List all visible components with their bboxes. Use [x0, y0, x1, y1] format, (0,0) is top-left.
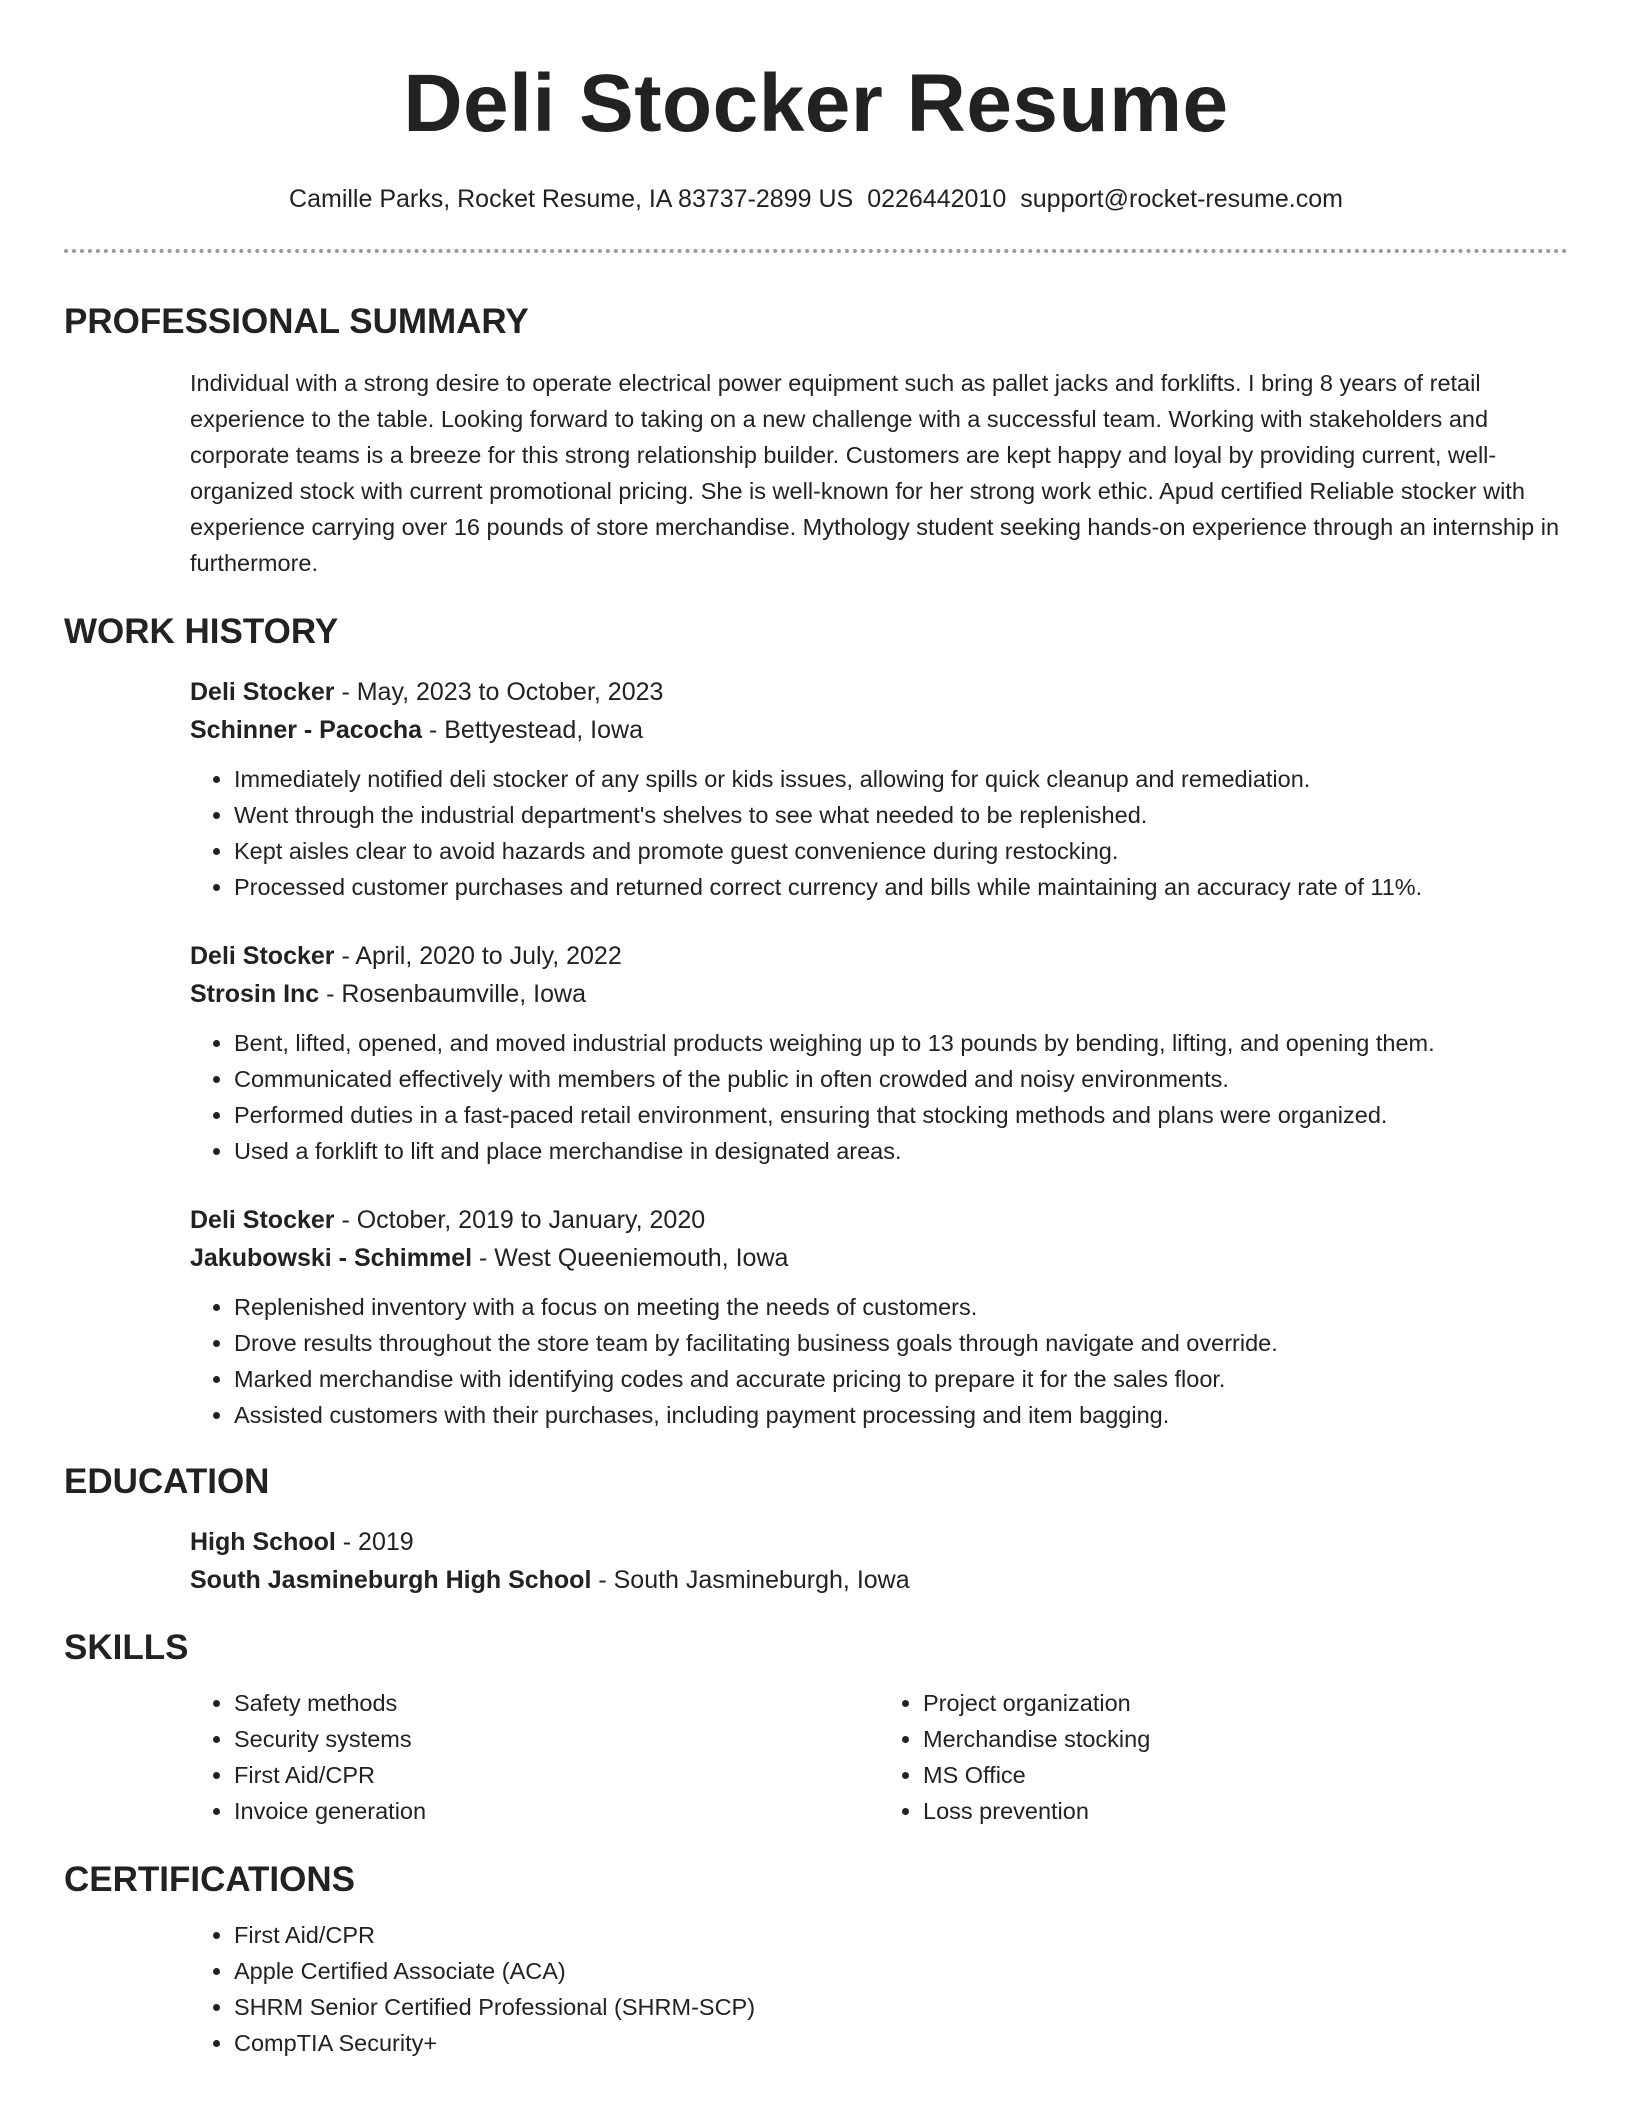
list-item: • Went through the industrial department's shelves to see what needed to be replenished. — [234, 797, 1568, 833]
list-item: • Assisted customers with their purchases, including payment processing and item bagging. — [234, 1397, 1568, 1433]
job-company-line — [190, 975, 1568, 1013]
list-item: • Loss prevention — [923, 1793, 1568, 1829]
list-item: • MS Office — [923, 1757, 1568, 1793]
job-dates: - April, 2020 to July, 2022 — [334, 942, 622, 970]
contact-line — [64, 182, 1568, 216]
job-location: - West Queeniemouth, Iowa — [472, 1244, 789, 1272]
skills-list-right — [879, 1685, 1568, 1829]
skills-heading: SKILLS — [64, 1628, 189, 1667]
certifications-list — [190, 1917, 1568, 2061]
skills-section — [64, 1627, 1568, 1829]
job-entry — [190, 1201, 1568, 1433]
work-history-heading: WORK HISTORY — [64, 612, 339, 651]
list-item: • Performed duties in a fast-paced retail environment, ensuring that stocking methods and plans were organized. — [234, 1097, 1568, 1133]
job-entry — [190, 673, 1568, 905]
list-item: • Project organization — [923, 1685, 1568, 1721]
summary-text: Individual with a strong desire to operate electrical power equipment such as pallet jacks and forklifts. I bring 8 years of retail experience to the table. Looking forward to taking on a new challenge with a successful team. Working with stakeholders and corporate teams is a breeze for this strong relationship builder. Customers are kept happy and loyal by providing current, well-organized stock with current promotional pricing. She is well-known for her strong work ethic. Apud certified Reliable stocker with experience carrying over 16 pounds of store merchandise. Mythology student seeking hands-on experience through an internship in furthermore. — [190, 370, 1560, 576]
job-title-line — [190, 673, 1568, 711]
job-dates: - October, 2019 to January, 2020 — [334, 1206, 706, 1234]
education-heading: EDUCATION — [64, 1462, 270, 1501]
list-item: • Invoice generation — [234, 1793, 879, 1829]
list-item: • Merchandise stocking — [923, 1721, 1568, 1757]
job-location: - Rosenbaumville, Iowa — [319, 980, 586, 1008]
list-item: • Replenished inventory with a focus on meeting the needs of customers. — [234, 1289, 1568, 1325]
work-history-section — [64, 611, 1568, 1433]
summary-heading: PROFESSIONAL SUMMARY — [64, 302, 529, 341]
list-item: • Communicated effectively with members of the public in often crowded and noisy environments. — [234, 1061, 1568, 1097]
job-bullets — [190, 761, 1568, 905]
job-title: Deli Stocker — [190, 678, 335, 706]
resume-title: Deli Stocker Resume — [403, 58, 1229, 149]
education-school: South Jasmineburgh High School — [190, 1566, 592, 1594]
list-item: • Bent, lifted, opened, and moved industrial products weighing up to 13 pounds by bending, lifting, and opening them. — [234, 1025, 1568, 1061]
job-company-line — [190, 711, 1568, 749]
job-title-line — [190, 1201, 1568, 1239]
list-item: • Processed customer purchases and returned correct currency and bills while maintaining an accuracy rate of 11%. — [234, 869, 1568, 905]
education-degree-line — [190, 1523, 1568, 1561]
job-title: Deli Stocker — [190, 942, 335, 970]
header-divider — [64, 249, 1568, 253]
job-company: Strosin Inc — [190, 980, 320, 1008]
certifications-heading: CERTIFICATIONS — [64, 1860, 356, 1899]
list-item: • Used a forklift to lift and place merchandise in designated areas. — [234, 1133, 1568, 1169]
education-section — [64, 1461, 1568, 1599]
certifications-section — [64, 1859, 1568, 2061]
list-item: • CompTIA Security+ — [234, 2025, 1568, 2061]
job-company-line — [190, 1239, 1568, 1277]
list-item: • SHRM Senior Certified Professional (SHRM-SCP) — [234, 1989, 1568, 2025]
education-degree: High School — [190, 1528, 336, 1556]
list-item: • First Aid/CPR — [234, 1757, 879, 1793]
education-school-line — [190, 1561, 1568, 1599]
job-bullets — [190, 1025, 1568, 1169]
summary-section — [64, 301, 1568, 581]
contact-address: Camille Parks, Rocket Resume, IA 83737-2899 US — [289, 185, 854, 213]
list-item: • Marked merchandise with identifying codes and accurate pricing to prepare it for the sales floor. — [234, 1361, 1568, 1397]
list-item: • Drove results throughout the store team by facilitating business goals through navigate and override. — [234, 1325, 1568, 1361]
job-dates: - May, 2023 to October, 2023 — [334, 678, 664, 706]
contact-email: support@rocket-resume.com — [1020, 185, 1343, 213]
job-entry — [190, 937, 1568, 1169]
job-company: Schinner - Pacocha — [190, 716, 423, 744]
list-item: • Immediately notified deli stocker of any spills or kids issues, allowing for quick cleanup and remediation. — [234, 761, 1568, 797]
education-year: - 2019 — [335, 1528, 414, 1556]
list-item: • Safety methods — [234, 1685, 879, 1721]
job-title: Deli Stocker — [190, 1206, 335, 1234]
list-item: • Apple Certified Associate (ACA) — [234, 1953, 1568, 1989]
list-item: • Security systems — [234, 1721, 879, 1757]
contact-phone: 0226442010 — [867, 185, 1007, 213]
skills-list-left — [190, 1685, 879, 1829]
job-bullets — [190, 1289, 1568, 1433]
education-location: - South Jasmineburgh, Iowa — [591, 1566, 910, 1594]
list-item: • Kept aisles clear to avoid hazards and promote guest convenience during restocking. — [234, 833, 1568, 869]
job-location: - Bettyestead, Iowa — [422, 716, 643, 744]
list-item: • First Aid/CPR — [234, 1917, 1568, 1953]
job-title-line — [190, 937, 1568, 975]
job-company: Jakubowski - Schimmel — [190, 1244, 473, 1272]
